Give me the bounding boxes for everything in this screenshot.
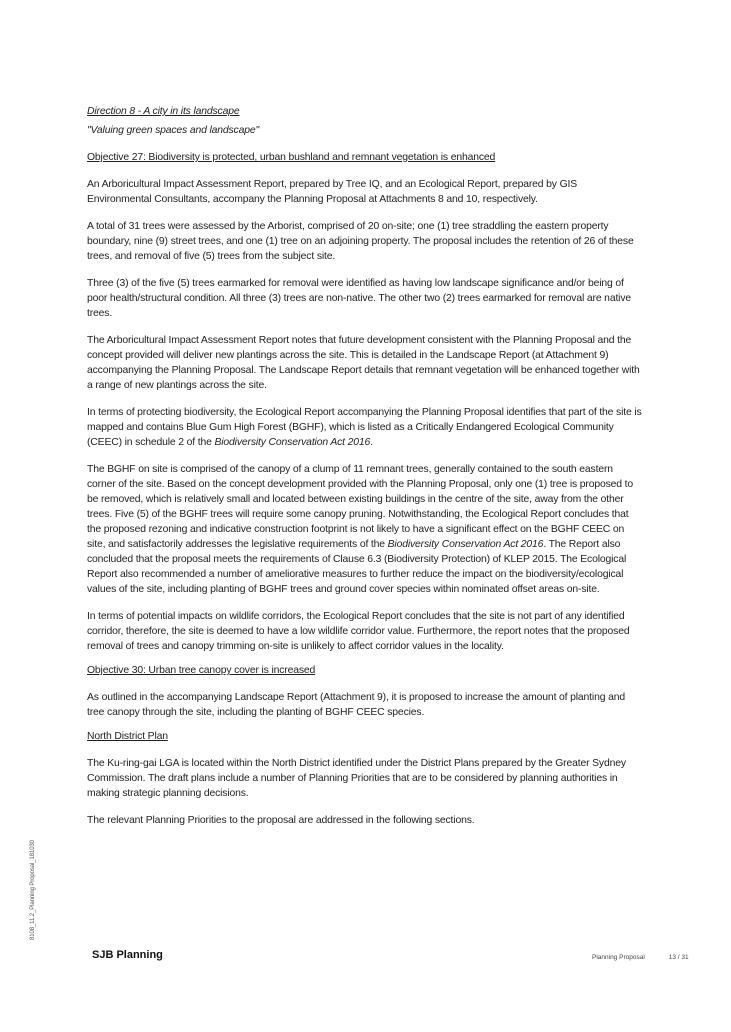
objective-27-paragraph-6 (87, 462, 643, 597)
footer-company-name: SJB Planning (92, 949, 163, 961)
objective-30-paragraph-1: As outlined in the accompanying Landscape Report (Attachment 9), it is proposed to increase the amount of planting and tree canopy through the site, including the planting of BGHF CEEC species. (87, 692, 625, 718)
document-reference-side-text: 8108_11.2_Planning Proposal_181030 (30, 840, 36, 940)
objective-30-heading: Objective 30: Urban tree canopy cover is increased (87, 665, 316, 676)
footer-page-number: 13 / 31 (668, 954, 689, 961)
text-run: In terms of protecting biodiversity, the Ecological Report accompanying the Planning Proposal identifies that part of the site is mapped and contains Blue Gum High Forest (BGHF), which is listed as a Critically Endangered Ecological Community (CEEC) in schedule 2 of the (87, 407, 642, 448)
north-district-paragraph-2: The relevant Planning Priorities to the proposal are addressed in the following sections. (87, 815, 475, 826)
objective-27-paragraph-1: An Arboricultural Impact Assessment Report, prepared by Tree IQ, and an Ecological Report, prepared by GIS Environmental Consultants, accompany the Planning Proposal at Attachments 8 and 10, respectively. (87, 179, 578, 205)
text-run: . (370, 437, 373, 448)
objective-27-paragraph-4: The Arboricultural Impact Assessment Report notes that future development consistent with the Planning Proposal and the concept provided will deliver new plantings across the site. This is detailed in the Landscape Report (at Attachment 9) accompanying the Planning Proposal. The Landscape Report details that remnant vegetation will be enhanced together with a range of new plantings across the site. (87, 335, 640, 391)
north-district-heading: North District Plan (87, 731, 168, 742)
text-run: The BGHF on site is comprised of the canopy of a clump of 11 remnant trees, generally contained to the south eastern corner of the site. Based on the concept development provided with the Planning Proposal, only one (1) tree is proposed to be removed, which is relatively small and located between existing buildings in the centre of the site, away from the other trees. Five (5) of the BGHF trees will require some canopy pruning. Notwithstanding, the Ecological Report concludes that the proposed rezoning and indicative construction footprint is not likely to have a significant effect on the BGHF CEEC on site, and satisfactorily addresses the legislative requirements of the (87, 464, 634, 550)
page-content (87, 104, 643, 828)
north-district-paragraph-1: The Ku-ring-gai LGA is located within the North District identified under the District Plans prepared by the Greater Sydney Commission. The draft plans include a number of Planning Priorities that are to be considered by planning authorities in making strategic planning decisions. (87, 758, 626, 799)
footer-page-info (592, 954, 689, 961)
act-name: Biodiversity Conservation Act 2016 (387, 539, 544, 550)
objective-27-paragraph-3: Three (3) of the five (5) trees earmarked for removal were identified as having low landscape significance and/or being of poor health/structural condition. All three (3) trees are non-native. The other two (2) trees earmarked for removal are native trees. (87, 278, 632, 319)
objective-27-paragraph-2: A total of 31 trees were assessed by the Arborist, comprised of 20 on-site; one (1) tree straddling the eastern property boundary, nine (9) street trees, and one (1) tree on an adjoining property. The proposal includes the retention of 26 of these trees, and removal of five (5) trees from the subject site. (87, 221, 634, 262)
objective-27-paragraph-5 (87, 405, 643, 450)
objective-27-heading: Objective 27: Biodiversity is protected, urban bushland and remnant vegetation is enhanced (87, 152, 496, 163)
act-name: Biodiversity Conservation Act 2016 (214, 437, 371, 448)
direction-subtitle: "Valuing green spaces and landscape" (87, 125, 260, 136)
objective-27-paragraph-7: In terms of potential impacts on wildlife corridors, the Ecological Report concludes that the site is not part of any identified corridor, therefore, the site is deemed to have a low wildlife corridor value. Furthermore, the report notes that the proposed removal of trees and canopy trimming on-site is unlikely to affect corridor values in the locality. (87, 611, 630, 652)
footer-doc-label: Planning Proposal (592, 954, 645, 961)
direction-title: Direction 8 - A city in its landscape (87, 106, 240, 117)
text-run: . The Report also concluded that the proposal meets the requirements of Clause 6.3 (Biodiversity Protection) of KLEP 2015. The Ecological Report also recommended a number of ameliorative measures to further reduce the impact on the biodiversity/ecological values of the site, including planting of BGHF trees and ground cover species within nominated offset areas on-site. (87, 539, 627, 595)
